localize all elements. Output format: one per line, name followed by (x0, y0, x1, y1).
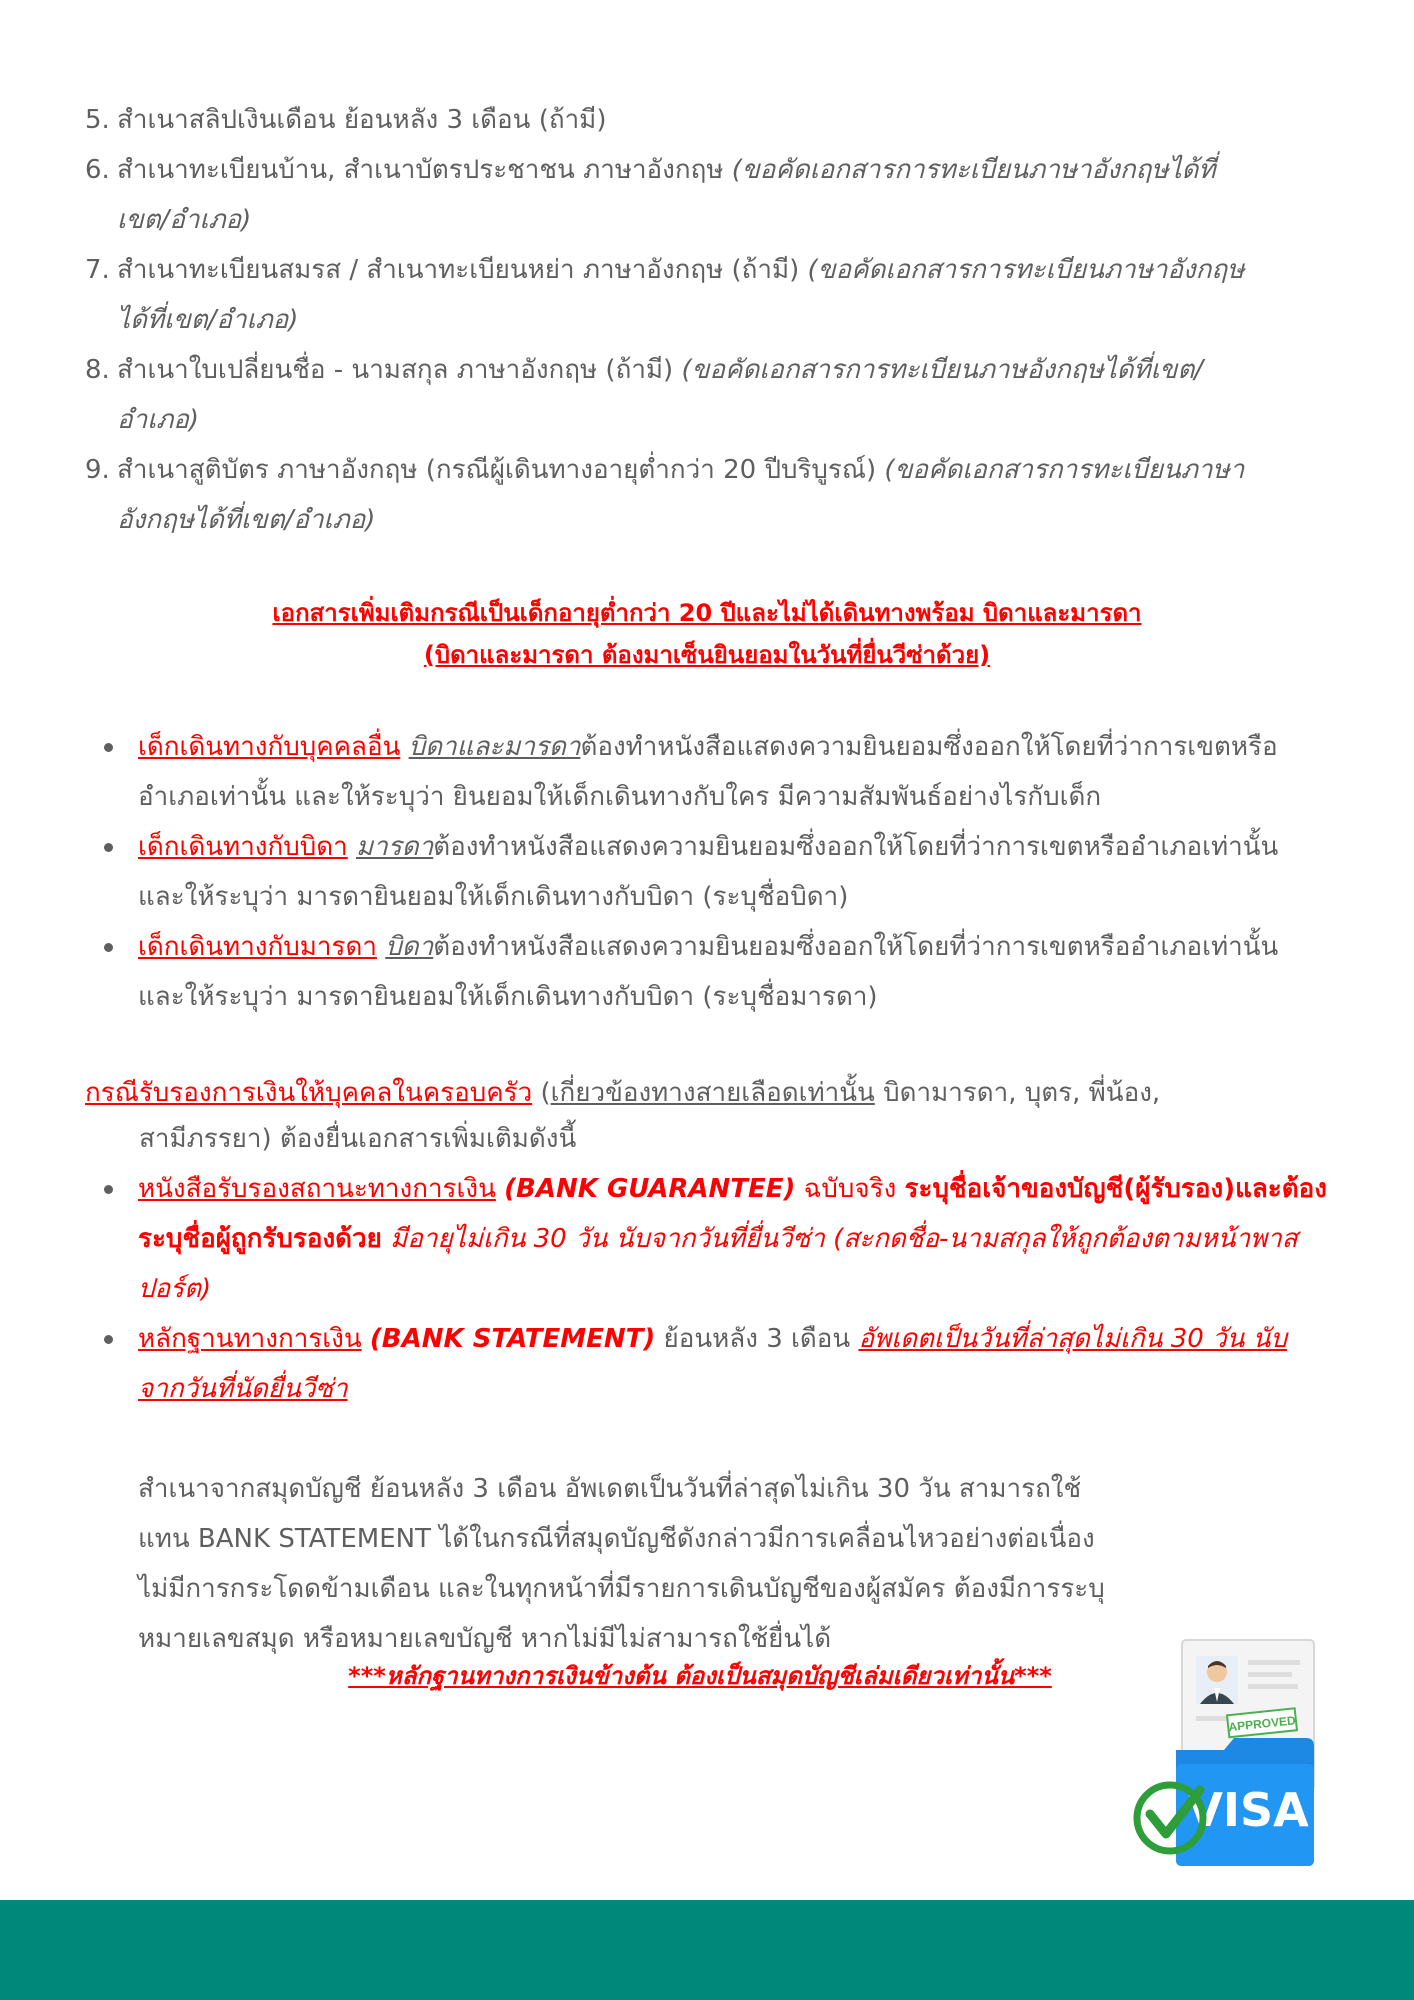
financial-documents-list (100, 1164, 1330, 1414)
consenting-parent: บิดาและมารดา (408, 732, 581, 762)
item-text: สำเนาทะเบียนสมรส / สำเนาทะเบียนหย่า ภาษาอังกฤษ (ถ้ามี) (117, 255, 800, 285)
bank-statement-title: หลักฐานทางการเงิน (138, 1324, 362, 1354)
footer-bar (0, 1900, 1414, 2000)
passbook-paragraph (138, 1464, 1218, 1664)
bank-guarantee-title: หนังสือรับรองสถานะทางการเงิน (138, 1174, 496, 1204)
list-item (100, 1314, 1330, 1414)
list-item (85, 345, 1245, 445)
case-label: เด็กเดินทางกับบุคคลอื่น (138, 732, 401, 762)
list-item (85, 245, 1245, 345)
case-text: ต้องทำหนังสือแสดงความยินยอมซึ่งออกให้โดยที่ว่าการเขตหรืออำเภอเท่านั้น และให้ระบุว่า มารดายินยอมให้เด็กเดินทางกับบิดา (ระบุชื่อมารดา) (138, 932, 1279, 1012)
item-note: (ขอคัดเอกสารการทะเบียนภาษอังกฤษได้ที่เขต/อำเภอ) (117, 355, 1203, 435)
consenting-parent: มารดา (356, 832, 434, 862)
consenting-parent: บิดา (385, 932, 434, 962)
update-requirement: อัพเดตเป็นวันที่ล่าสุดไม่เกิน 30 วัน นับจากวันที่นัดยื่นวีซ่า (138, 1324, 1287, 1404)
account-owner-requirement: ระบุชื่อเจ้าของบัญชี(ผู้รับรอง)และต้องระบุชื่อผู้ถูกรับรองด้วย (138, 1174, 1327, 1254)
item-note: (ขอคัดเอกสารการทะเบียนภาษาอังกฤษได้ที่เขต/อำเภอ) (117, 455, 1245, 535)
case-text: ต้องทำหนังสือแสดงความยินยอมซึ่งออกให้โดยที่ว่าการเขตหรืออำเภอเท่านั้น และให้ระบุว่า มารดายินยอมให้เด็กเดินทางกับบิดา (ระบุชื่อบิดา) (138, 832, 1279, 912)
family-guarantee-title: กรณีรับรองการเงินให้บุคคลในครอบครัว (85, 1078, 533, 1108)
validity-note: มีอายุไม่เกิน 30 วัน นับจากวันที่ยื่นวีซ่า (สะกดชื่อ-นามสกุลให้ถูกต้องตามหน้าพาสปอร์ต) (138, 1224, 1298, 1304)
passbook-line-1: สำเนาจากสมุดบัญชี ย้อนหลัง 3 เดือน อัพเดตเป็นวันที่ล่าสุดไม่เกิน 30 วัน สามารถใช้ (138, 1474, 1082, 1504)
family-intro-line-1 (85, 1070, 1285, 1116)
bank-guarantee-en: (BANK GUARANTEE) (504, 1174, 796, 1204)
child-section-heading (150, 592, 1264, 676)
visa-approved-illustration (1128, 1630, 1358, 1870)
original-copy-label: ฉบับจริง (803, 1174, 897, 1204)
item-number: 7. (85, 255, 110, 285)
item-number: 5. (85, 105, 110, 135)
list-item (100, 722, 1330, 822)
relation-requirement: เกี่ยวข้องทางสายเลือดเท่านั้น (550, 1078, 875, 1108)
item-number: 9. (85, 455, 110, 485)
item-note: (ขอคัดเอกสารการทะเบียนภาษาอังกฤษได้ที่เขต/อำเภอ) (117, 155, 1216, 235)
stamp-text: APPROVED (1227, 1713, 1297, 1735)
list-item (100, 1164, 1330, 1314)
item-text: สำเนาสลิปเงินเดือน ย้อนหลัง 3 เดือน (ถ้ามี) (117, 105, 607, 135)
passbook-line-2: แทน BANK STATEMENT ได้ในกรณีที่สมุดบัญชีดังกล่าวมีการเคลื่อนไหวอย่างต่อเนื่อง (138, 1524, 1095, 1554)
family-members: บิดามารดา, บุตร, พี่น้อง, (874, 1078, 1161, 1108)
item-text: สำเนาทะเบียนบ้าน, สำเนาบัตรประชาชน ภาษาอังกฤษ (117, 155, 724, 185)
statement-period: ย้อนหลัง 3 เดือน (663, 1324, 851, 1354)
passbook-line-4: หมายเลขสมุด หรือหมายเลขบัญชี หากไม่มีไม่สามารถใช้ยื่นได้ (138, 1624, 832, 1654)
folder-label: VISA (1187, 1783, 1309, 1837)
family-guarantee-intro (85, 1070, 1285, 1162)
child-heading-line-1: เอกสารเพิ่มเติมกรณีเป็นเด็กอายุต่ำกว่า 20 ปีและไม่ได้เดินทางพร้อม บิดาและมารดา (272, 599, 1142, 627)
child-requirements-list (100, 722, 1330, 1022)
single-passbook-note: ***หลักฐานทางการเงินข้างต้น ต้องเป็นสมุดบัญชีเล่มเดียวเท่านั้น*** (348, 1662, 1052, 1690)
item-text: สำเนาใบเปลี่ยนชื่อ - นามสกุล ภาษาอังกฤษ (ถ้ามี) (117, 355, 674, 385)
bank-statement-en: (BANK STATEMENT) (369, 1324, 656, 1354)
list-item (85, 445, 1245, 545)
case-text: ต้องทำหนังสือแสดงความยินยอมซึ่งออกให้โดยที่ว่าการเขตหรืออำเภอเท่านั้น และให้ระบุว่า ยินยอมให้เด็กเดินทางกับใคร มีความสัมพันธ์อย่างไรกับเด็ก (138, 732, 1278, 812)
child-heading-line-2: (บิดาและมารดา ต้องมาเซ็นยินยอมในวันที่ยื่นวีซ่าด้วย) (423, 641, 991, 669)
item-number: 6. (85, 155, 110, 185)
list-item (100, 922, 1330, 1022)
required-documents-list (85, 95, 1245, 545)
list-item (85, 95, 1245, 145)
case-label: เด็กเดินทางกับมารดา (138, 932, 377, 962)
list-item (85, 145, 1245, 245)
passbook-line-3: ไม่มีการกระโดดข้ามเดือน และในทุกหน้าที่มีรายการเดินบัญชีของผู้สมัคร ต้องมีการระบุ (138, 1574, 1105, 1604)
case-label: เด็กเดินทางกับบิดา (138, 832, 348, 862)
family-intro-line-2: สามีภรรยา) ต้องยื่นเอกสารเพิ่มเติมดังนี้ (139, 1124, 577, 1154)
paren-open: ( (540, 1078, 551, 1108)
item-number: 8. (85, 355, 110, 385)
item-text: สำเนาสูติบัตร ภาษาอังกฤษ (กรณีผู้เดินทางอายุต่ำกว่า 20 ปีบริบูรณ์) (117, 455, 877, 485)
item-note: (ขอคัดเอกสารการทะเบียนภาษาอังกฤษได้ที่เขต/อำเภอ) (117, 255, 1245, 335)
list-item (100, 822, 1330, 922)
